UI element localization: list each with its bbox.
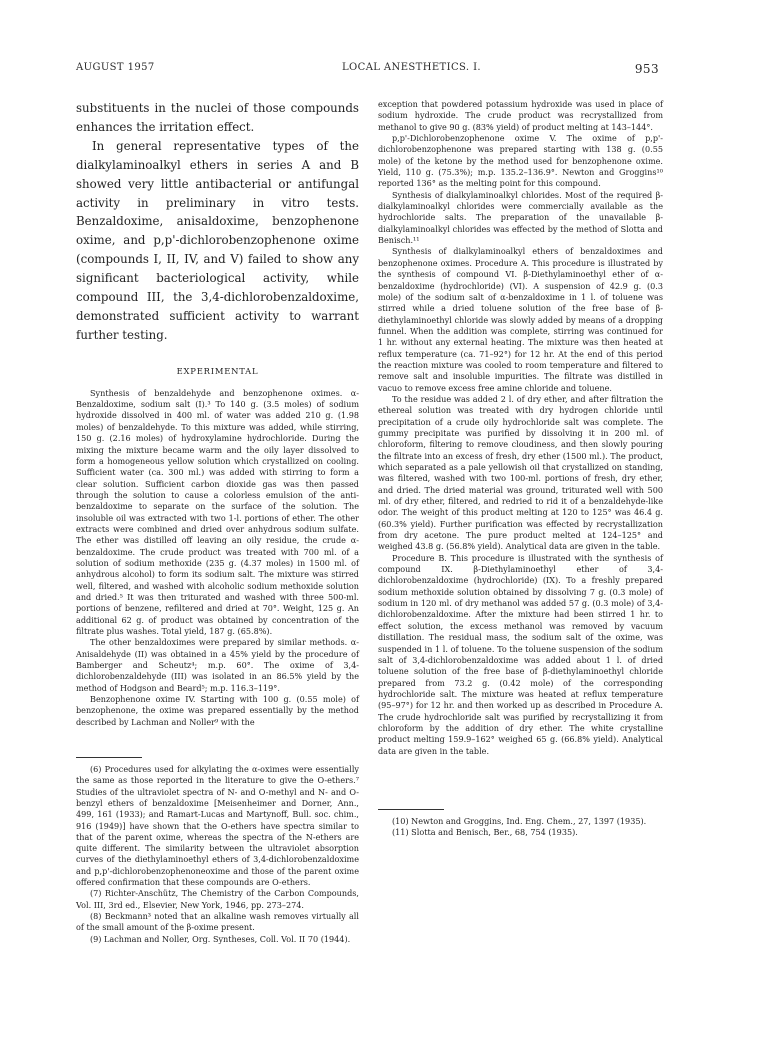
footnote-divider-right <box>378 809 444 810</box>
footnote-6: (6) Procedures used for alkylating the α-oximes were essentially the same as those reported in the literature to give the O-ethers.⁷ Studies of the ultraviolet spectra of N- and O-methyl and N- and O-benzyl ethers of benzaldoxime [Meisenheimer and Dorner, Ann., 499, 161 (1933); and Ramart-Lucas and Martynoff, Bull. soc. chim., 916 (1949)] have shown that the O-ethers have spectra similar to that of the parent oxime, whereas the spectra of the N-ethers are quite different. The similarity between the ultraviolet absorption curves of the diethylaminoethyl ethers of 3,4-dichlorobenzaldoxime and p,p'-dichlorobenzophenoneoxime and those of the parent oxime offered confirmation that these compounds are O-ethers. <box>76 764 359 888</box>
left-column <box>76 99 359 945</box>
footnote-11: (11) Slotta and Benisch, Ber., 68, 754 (1935). <box>392 827 578 838</box>
right-column <box>378 99 663 839</box>
right-paragraph-1: exception that powdered potassium hydroxide was used in place of sodium hydroxide. The crude product was recrystallized from methanol to give 90 g. (83% yield) of product melting at 143–144°. <box>378 99 663 132</box>
intro-paragraph-2: In general representative types of the dialkylaminoalkyl ethers in series A and B showed very little antibacterial or antifungal activity in preliminary in vitro tests. Benzaldoxime, anisaldoxime, benzophenone oxime, and p,p'-dichlorobenzophenone oxime (compounds I, II, IV, and V) failed to show any significant bacteriological activity, while compound III, the 3,4-dichlorobenzaldoxime, demonstrated sufficient activity to warrant further testing. <box>76 138 359 342</box>
experimental-paragraph-3: Benzophenone oxime IV. Starting with 100 g. (0.55 mole) of benzophenone, the oxime was prepared essentially by the method described by Lachman and Noller⁹ with the <box>76 694 359 727</box>
footnote-7: (7) Richter-Anschütz, The Chemistry of the Carbon Compounds, Vol. III, 3rd ed., Elsevier, New York, 1946, pp. 273–274. <box>76 888 359 910</box>
right-paragraph-2: p,p'-Dichlorobenzophenone oxime V. The oxime of p,p'-dichlorobenzophenone was prepared starting with 138 g. (0.55 mole) of the ketone by the method used for benzophenone oxime. Yield, 110 g. (75.3%); m.p. 135.2–136.9°. Newton and Groggins¹⁰ reported 136° as the melting point for this compound. <box>378 133 663 189</box>
running-title: LOCAL ANESTHETICS. I. <box>342 62 481 73</box>
experimental-paragraph-2: The other benzaldoximes were prepared by similar methods. α-Anisaldehyde (II) was obtained in a 45% yield by the procedure of Bamberger and Scheutz⁴; m.p. 60°. The oxime of 3,4-dichlorobenzaldehyde (III) was isolated in an 86.5% yield by the method of Hodgson and Beard⁵; m.p. 116.3–119°. <box>76 637 359 693</box>
footnote-8: (8) Beckmann³ noted that an alkaline wash removes virtually all of the small amount of the β-oxime present. <box>76 910 359 933</box>
running-header <box>76 62 659 82</box>
footnote-9: (9) Lachman and Noller, Org. Syntheses, Coll. Vol. II 70 (1944). <box>90 933 351 944</box>
right-paragraph-6: Procedure B. This procedure is illustrated with the synthesis of compound IX. β-Diethylaminoethyl ether of 3,4-dichlorobenzaldoxime (hydrochloride) (IX). To a freshly prepared sodium methoxide solution obtained by dissolving 7 g. (0.3 mole) of sodium in 120 ml. of dry methanol was added 57 g. (0.3 mole) of 3,4-dichlorobenzaldoxime. After the mixture had been stirred 1 hr. to effect solution, the excess methanol was removed by vacuum distillation. The residual mass, the sodium salt of the oxime, was suspended in 1 l. of toluene. To the toluene suspension of the sodium salt of 3,4-dichlorobenzaldoxime was added about 1 l. of dried toluene solution of the free base of β-diethylaminoethyl chloride prepared from 73.2 g. (0.42 mole) of the corresponding hydrochloride salt. The mixture was heated at reflux temperature (95–97°) for 12 hr. and then worked up as described in Procedure A. The crude hydrochloride salt was purified by recrystallizing it from chloroform by the addition of dry ether. The white crystalline product melting 159.9–162° weighed 65 g. (66.8% yield). Analytical data are given in the table. <box>378 552 663 756</box>
experimental-paragraph-1: Synthesis of benzaldehyde and benzophenone oximes. α-Benzaldoxime, sodium salt (I).³ To 140 g. (3.5 moles) of sodium hydroxide dissolved in 400 ml. of water was added 210 g. (1.98 moles) of benzaldehyde. To this mixture was added, while stirring, 150 g. (2.16 moles) of hydroxylamine hydrochloride. During the mixing the mixture became warm and the oily layer dissolved to form a homogeneous yellow solution which crystallized on cooling. Sufficient water (ca. 300 ml.) was added with stirring to form a clear solution. Sufficient carbon dioxide gas was then passed through the solution to cause a colorless emulsion of the anti-benzaldoxime to separate on the surface of the solution. The insoluble oil was extracted with two 1-l. portions of ether. The other extracts were combined and dried over anhydrous sodium sulfate. The ether was distilled off leaving an oily residue, the crude α-benzaldoxime. The crude product was treated with 700 ml. of a solution of sodium methoxide (235 g. (4.37 moles) in 1500 ml. of anhydrous alcohol) to form its sodium salt. The mixture was stirred well, filtered, and washed with alcoholic sodium methoxide solution and dried.⁵ It was then triturated and washed with three 500-ml. portions of benzene, refiltered and dried at 70°. Weight, 125 g. An additional 62 g. of product was obtained by concentration of the filtrate plus washes. Total yield, 187 g. (65.8%). <box>76 387 359 636</box>
right-paragraph-4: Synthesis of dialkylaminoalkyl ethers of benzaldoximes and benzophenone oximes. Procedure A. This procedure is illustrated by the synthesis of compound VI. β-Diethylaminoethyl ether of α-benzaldoxime (hydrochloride) (VI). A suspension of 42.9 g. (0.3 mole) of the sodium salt of α-benzaldoxime in 1 l. of toluene was stirred while a dried toluene solution of the free base of β-diethylaminoethyl chloride was slowly added by means of a dropping funnel. When the addition was complete, stirring was continued for 1 hr. without any external heating. The mixture was then heated at reflux temperature (ca. 71–92°) for 12 hr. At the end of this period the reaction mixture was cooled to room temperature and filtered to remove salt and insoluble impurities. The filtrate was distilled in vacuo to remove excess free amine chloride and toluene. <box>378 246 663 393</box>
section-heading-experimental: EXPERIMENTAL <box>176 365 259 376</box>
journal-date: AUGUST 1957 <box>76 62 155 73</box>
page-number: 953 <box>634 62 659 76</box>
right-paragraph-3: Synthesis of dialkylaminoalkyl chlorides. Most of the required β-dialkylaminoalkyl chlorides were commercially available as the hydrochloride salts. The preparation of the unavailable β-dialkylaminoalkyl chlorides was effected by the method of Slotta and Benisch.¹¹ <box>378 189 663 246</box>
right-paragraph-5: To the residue was added 2 l. of dry ether, and after filtration the ethereal solution was treated with dry hydrogen chloride until precipitation of a crude oily hydrochloride salt was complete. The gummy precipitate was purified by dissolving it in 200 ml. of chloroform, filtering to remove cloudiness, and then slowly pouring the filtrate into an excess of fresh, dry ether (1500 ml.). The product, which separated as a pale yellowish oil that crystallized on standing, was filtered, washed with two 100-ml. portions of fresh, dry ether, and dried. The dried material was ground, triturated well with 500 ml. of dry ether, filtered, and redried to rid it of a benzaldehyde-like odor. The weight of this product melting at 120 to 125° was 46.4 g. (60.3% yield). Further purification was effected by recrystallization from dry acetone. The pure product melted at 124–125° and weighed 43.8 g. (56.8% yield). Analytical data are given in the table. <box>378 393 663 552</box>
intro-paragraph-1: substituents in the nuclei of those compounds enhances the irritation effect. <box>76 101 359 134</box>
footnote-divider <box>76 757 142 758</box>
footnote-10: (10) Newton and Groggins, Ind. Eng. Chem., 27, 1397 (1935). <box>392 815 647 826</box>
